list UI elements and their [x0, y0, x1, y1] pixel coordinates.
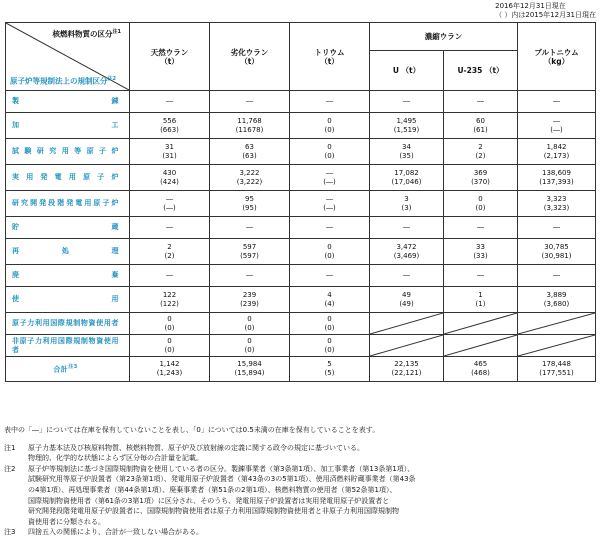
cell-depleted-uranium [210, 91, 290, 113]
cell-thorium [290, 139, 370, 165]
cell-depleted-uranium [210, 217, 290, 239]
total-natural-uranium: 1,142 (1,243) [130, 357, 210, 382]
value-current: ― [246, 97, 253, 105]
note-line [4, 464, 596, 475]
value-previous: (33) [473, 251, 488, 260]
header-corner-cell [6, 23, 130, 91]
value-previous: (122) [160, 299, 179, 308]
note-line [4, 453, 596, 464]
table-row [6, 191, 596, 217]
value-current: ― [477, 271, 484, 279]
row-category-label: 廃棄 [6, 265, 130, 287]
value-previous: (49) [399, 299, 414, 308]
note-label [4, 496, 28, 507]
value-current: 3 [404, 194, 409, 203]
value-current: ― [326, 168, 333, 177]
cell-natural-uranium [130, 335, 210, 357]
cell-thorium [290, 313, 370, 335]
as-of-previous: （ ）内は2015年12月31日現在 [495, 11, 596, 19]
value-current: ― [553, 97, 560, 105]
notes-list [4, 443, 596, 538]
value-previous: (3,222) [236, 177, 263, 186]
as-of-dates [495, 2, 596, 20]
cell-thorium [290, 287, 370, 313]
cell-enriched-u [370, 139, 444, 165]
cell-plutonium [518, 91, 596, 113]
cell-natural-uranium [130, 139, 210, 165]
value-current: 17,082 [394, 168, 419, 177]
value-current: 3,222 [239, 168, 260, 177]
note-label: 注2 [4, 464, 16, 473]
cell-depleted-uranium [210, 335, 290, 357]
cell-enriched-u [370, 287, 444, 313]
value-previous: (370) [471, 177, 490, 186]
cell-plutonium [518, 165, 596, 191]
value-previous: (0) [324, 125, 335, 134]
header-row-1 [6, 23, 596, 51]
row-category-label: 貯蔵 [6, 217, 130, 239]
not-applicable-cell [444, 335, 518, 357]
value-current: 11,768 [237, 116, 262, 125]
value-current: 1,495 [396, 116, 417, 125]
col-natural-uranium: 天然ウラン （t） [130, 23, 210, 91]
row-category-label: 製錬 [6, 91, 130, 113]
total-row [6, 357, 596, 382]
value-previous: (11678) [235, 125, 264, 134]
total-plutonium: 178,448 (177,551) [518, 357, 596, 382]
row-category-label: 加工 [6, 113, 130, 139]
note-line [4, 517, 596, 528]
value-current: 3,889 [546, 290, 567, 299]
value-previous: (17,046) [391, 177, 422, 186]
cell-enriched-u235 [444, 191, 518, 217]
col-enriched-u235: U-235 （t） [444, 51, 518, 91]
value-current: 3,472 [396, 242, 417, 251]
value-current: ― [553, 271, 560, 279]
cell-depleted-uranium [210, 313, 290, 335]
value-previous: (61) [473, 125, 488, 134]
value-previous: (2) [164, 251, 175, 260]
cell-natural-uranium [130, 191, 210, 217]
value-current: ― [246, 271, 253, 279]
value-current: ― [403, 271, 410, 279]
value-current: 95 [245, 194, 254, 203]
cell-enriched-u235 [444, 165, 518, 191]
note-text: 原子炉等規制法に基づき国際規制物資を使用している者の区分。製錬事業者（第3条第1項）、加工事業者（第13条第1項）、 [28, 464, 415, 473]
value-current: ― [477, 97, 484, 105]
value-current: ― [246, 223, 253, 231]
value-current: ― [403, 97, 410, 105]
cell-enriched-u235 [444, 113, 518, 139]
table-row [6, 287, 596, 313]
row-category-label: 試験研究用等原子炉 [6, 139, 130, 165]
value-current: 2 [167, 242, 172, 251]
value-previous: (0) [244, 345, 255, 354]
value-previous: (0) [324, 345, 335, 354]
value-current: 30,785 [544, 242, 569, 251]
cell-natural-uranium [130, 113, 210, 139]
value-current: ― [326, 97, 333, 105]
value-previous: (―) [323, 177, 336, 186]
notes-intro: 表中の「―」については在庫を保有していないことを表し、「0」については0.5未満の在庫を保有していることを表す。 [4, 426, 380, 434]
note-label: 注1 [4, 443, 16, 452]
value-current: 33 [476, 242, 485, 251]
table-row [6, 91, 596, 113]
cell-thorium [290, 335, 370, 357]
table-row [6, 239, 596, 265]
cell-enriched-u [370, 265, 444, 287]
total-thorium: 5 (5) [290, 357, 370, 382]
col-enriched-uranium: 濃縮ウラン [370, 23, 518, 51]
row-category-label: 研究開発段階発電用原子炉 [6, 191, 130, 217]
value-current: 0 [327, 242, 332, 251]
not-applicable-cell [370, 335, 444, 357]
value-current: 597 [242, 242, 257, 251]
as-of-current: 2016年12月31日現在 [495, 2, 566, 10]
cell-depleted-uranium [210, 287, 290, 313]
regulation-category-label: 原子炉等規制法上の規制区分$^{注2}$ [10, 75, 116, 85]
note-label [4, 474, 28, 485]
value-current: ― [326, 194, 333, 203]
cell-plutonium [518, 139, 596, 165]
value-previous: (31) [162, 151, 177, 160]
note-text: 国際規制物資使用者（第61条の3第1項）に区分され、そのうち、発電用原子炉設置者は実用発電用原子炉設置者と [28, 496, 390, 505]
value-previous: (663) [160, 125, 179, 134]
value-current: 34 [402, 142, 411, 151]
material-category-label: 核燃料物質の区分$^{注1}$ [52, 29, 121, 39]
cell-enriched-u [370, 191, 444, 217]
note-line [4, 443, 596, 454]
value-current: 3,323 [546, 194, 567, 203]
cell-enriched-u [370, 91, 444, 113]
cell-depleted-uranium [210, 113, 290, 139]
value-previous: (1) [475, 299, 486, 308]
note-line [4, 496, 596, 507]
value-current: ― [326, 223, 333, 231]
cell-enriched-u [370, 239, 444, 265]
value-current: ― [403, 223, 410, 231]
note-line [4, 485, 596, 496]
value-previous: (―) [550, 125, 563, 134]
row-category-label: 使用 [6, 287, 130, 313]
row-category-label: 再処理 [6, 239, 130, 265]
table-row [6, 265, 596, 287]
value-current: ― [477, 223, 484, 231]
value-previous: (3) [401, 203, 412, 212]
value-current: 0 [327, 336, 332, 345]
cell-enriched-u235 [444, 239, 518, 265]
value-current: 556 [162, 116, 177, 125]
value-previous: (0) [164, 345, 175, 354]
note-line [4, 506, 596, 517]
table-row [6, 313, 596, 335]
note-text: の4第1項）、再処理事業者（第44条第1項）、廃棄事業者（第51条の2第1項）、核燃料物質の使用者（第52条第1項）、 [28, 485, 397, 494]
col-depleted-uranium: 劣化ウラン （t） [210, 23, 290, 91]
value-current: ― [166, 223, 173, 231]
value-previous: (0) [324, 151, 335, 160]
table-row [6, 113, 596, 139]
total-depleted-uranium: 15,984 (15,894) [210, 357, 290, 382]
value-previous: (95) [242, 203, 257, 212]
cell-enriched-u [370, 113, 444, 139]
not-applicable-cell [370, 313, 444, 335]
value-current: 1 [478, 290, 483, 299]
value-current: ― [166, 97, 173, 105]
cell-enriched-u235 [444, 287, 518, 313]
nuclear-material-inventory-table [5, 22, 596, 382]
cell-enriched-u235 [444, 91, 518, 113]
value-current: ― [326, 271, 333, 279]
cell-natural-uranium [130, 217, 210, 239]
note-label [4, 485, 28, 496]
value-previous: (4) [324, 299, 335, 308]
value-current: 0 [167, 336, 172, 345]
value-previous: (―) [323, 203, 336, 212]
note-line [4, 474, 596, 485]
cell-enriched-u235 [444, 139, 518, 165]
value-previous: (3,469) [393, 251, 420, 260]
value-current: 0 [247, 314, 252, 323]
value-previous: (1,519) [393, 125, 420, 134]
table-row [6, 165, 596, 191]
note-text: 四捨五入の関係により、合計が一致しない場合がある。 [28, 528, 203, 537]
cell-natural-uranium [130, 91, 210, 113]
cell-natural-uranium [130, 165, 210, 191]
cell-thorium [290, 265, 370, 287]
cell-depleted-uranium [210, 239, 290, 265]
note-text: 物理的、化学的な状態によらず区分毎の合計量を記載。 [28, 454, 203, 463]
value-current: 0 [167, 314, 172, 323]
value-current: 239 [242, 290, 257, 299]
cell-depleted-uranium [210, 165, 290, 191]
cell-plutonium [518, 287, 596, 313]
value-previous: (0) [244, 323, 255, 332]
note-text: 原子力基本法及び核原料物質、核燃料物質、原子炉及び放射線の定義に関する政令の規定に基づいている。 [28, 443, 364, 452]
not-applicable-cell [518, 335, 596, 357]
value-previous: (0) [164, 323, 175, 332]
value-previous: (137,393) [539, 177, 574, 186]
cell-depleted-uranium [210, 139, 290, 165]
value-current: 4 [327, 290, 332, 299]
value-current: 122 [162, 290, 177, 299]
value-current: 0 [247, 336, 252, 345]
note-label [4, 517, 28, 528]
value-previous: (597) [240, 251, 259, 260]
value-current: 0 [478, 194, 483, 203]
value-current: ― [553, 116, 560, 125]
not-applicable-cell [518, 313, 596, 335]
cell-thorium [290, 165, 370, 191]
cell-thorium [290, 91, 370, 113]
cell-plutonium [518, 239, 596, 265]
cell-enriched-u235 [444, 217, 518, 239]
value-current: 0 [327, 142, 332, 151]
note-text: 試験研究用等原子炉設置者（第23条第1項）、発電用原子炉設置者（第43条の3の5第1項）、使用済燃料貯蔵事業者（第43条 [28, 475, 416, 484]
value-current: 430 [162, 168, 177, 177]
cell-depleted-uranium [210, 191, 290, 217]
total-enriched-u235: 465 (468) [444, 357, 518, 382]
cell-plutonium [518, 265, 596, 287]
value-current: 49 [402, 290, 411, 299]
value-current: 0 [327, 116, 332, 125]
col-thorium: トリウム （t） [290, 23, 370, 91]
note-text: 資使用者に分類される。 [28, 517, 105, 526]
not-applicable-cell [444, 313, 518, 335]
value-previous: (3,680) [543, 299, 570, 308]
table-row [6, 335, 596, 357]
col-enriched-u: U （t） [370, 51, 444, 91]
note-label [4, 506, 28, 517]
cell-natural-uranium [130, 239, 210, 265]
cell-thorium [290, 191, 370, 217]
value-current: 0 [327, 314, 332, 323]
cell-enriched-u [370, 217, 444, 239]
table-row [6, 139, 596, 165]
value-current: ― [553, 223, 560, 231]
cell-thorium [290, 239, 370, 265]
value-current: ― [166, 271, 173, 279]
value-current: 369 [473, 168, 488, 177]
value-previous: (30,981) [541, 251, 572, 260]
cell-plutonium [518, 113, 596, 139]
value-previous: (2,173) [543, 151, 570, 160]
value-previous: (2) [475, 151, 486, 160]
value-previous: (0) [475, 203, 486, 212]
note-line [4, 527, 596, 538]
value-previous: (0) [324, 251, 335, 260]
value-current: 60 [476, 116, 485, 125]
value-previous: (0) [324, 323, 335, 332]
value-current: 31 [165, 142, 174, 151]
cell-enriched-u235 [444, 265, 518, 287]
value-previous: (63) [242, 151, 257, 160]
cell-plutonium [518, 217, 596, 239]
note-label [4, 453, 28, 464]
cell-depleted-uranium [210, 265, 290, 287]
note-label: 注3 [4, 528, 16, 537]
note-text: 研究開発段階発電用原子炉設置者に、国際規制物資使用者は原子力利用国際規制物資使用者と非原子力利用国際規制物 [28, 507, 399, 516]
value-current: 138,609 [542, 168, 571, 177]
value-current: 1,842 [546, 142, 567, 151]
value-previous: (424) [160, 177, 179, 186]
value-previous: (3,323) [543, 203, 570, 212]
row-category-label: 実用発電用原子炉 [6, 165, 130, 191]
table-body [6, 91, 596, 357]
row-category-label: 原子力利用国際規制物資使用者 [6, 313, 130, 335]
cell-natural-uranium [130, 287, 210, 313]
value-previous: (35) [399, 151, 414, 160]
cell-plutonium [518, 191, 596, 217]
cell-natural-uranium [130, 313, 210, 335]
total-enriched-u: 22,135 (22,121) [370, 357, 444, 382]
value-current: ― [166, 194, 173, 203]
notes-section [4, 425, 596, 538]
total-label: 合計$^{注3}$ [6, 357, 130, 382]
cell-thorium [290, 113, 370, 139]
row-category-label: 非原子力利用国際規制物資使用者 [6, 335, 130, 357]
cell-enriched-u [370, 165, 444, 191]
cell-thorium [290, 217, 370, 239]
value-previous: (―) [163, 203, 176, 212]
cell-natural-uranium [130, 265, 210, 287]
value-previous: (239) [240, 299, 259, 308]
value-current: 2 [478, 142, 483, 151]
value-current: 63 [245, 142, 254, 151]
table-row [6, 217, 596, 239]
col-plutonium: プルトニウム （kg） [518, 23, 596, 91]
